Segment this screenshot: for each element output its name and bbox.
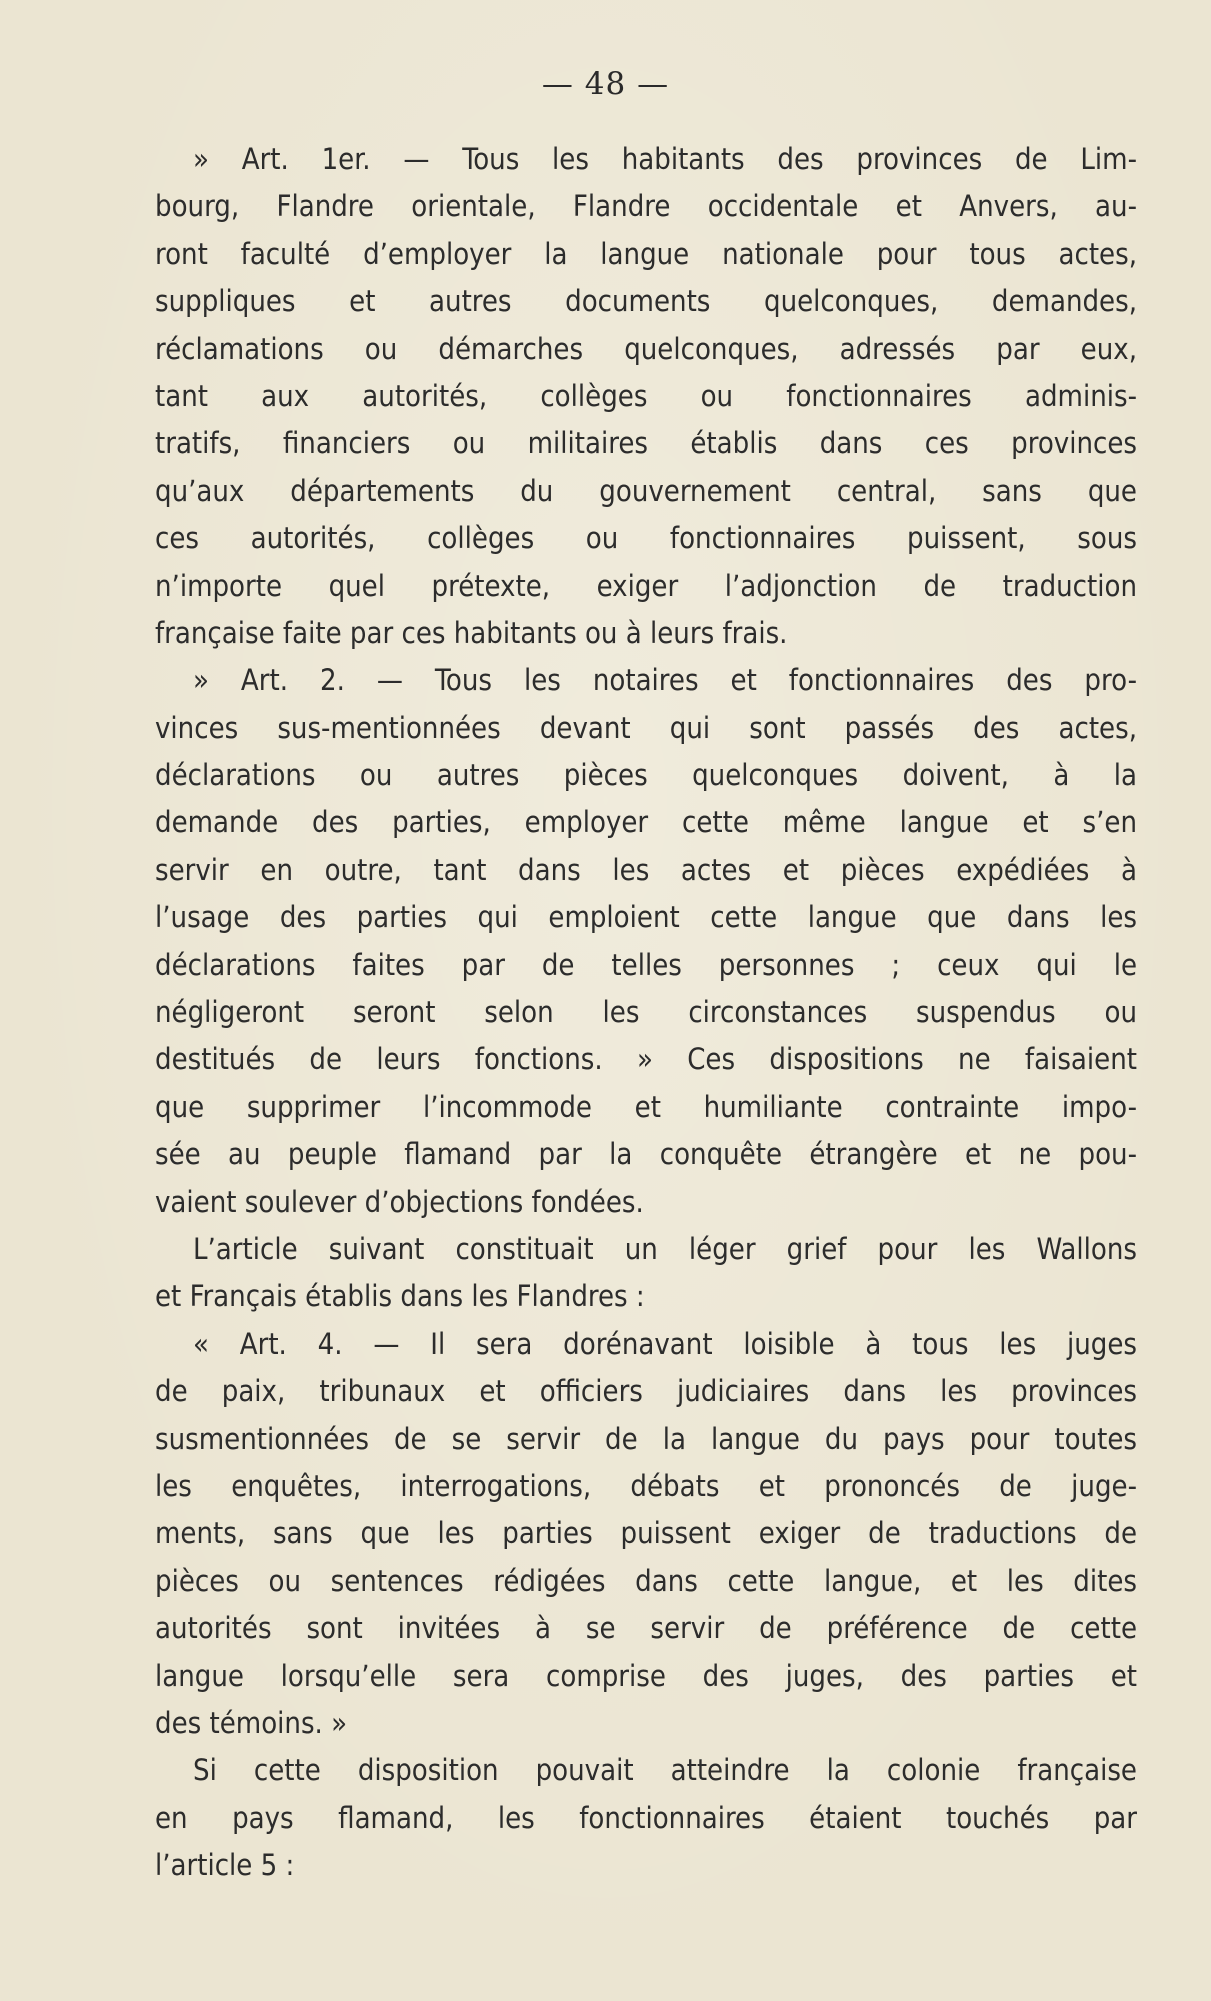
text-line: suppliques et autres documents quelconques, demandes, bbox=[155, 284, 1137, 319]
text-line: n’importe quel prétexte, exiger l’adjonction de traduction bbox=[155, 568, 1137, 603]
text-line: destitués de leurs fonctions. » Ces dispositions ne faisaient bbox=[155, 1042, 1137, 1077]
text-line: demande des parties, employer cette même langue et s’en bbox=[155, 805, 1137, 840]
text-line: ront faculté d’employer la langue nationale pour tous actes, bbox=[155, 236, 1137, 271]
text-line: tratifs, financiers ou militaires établis dans ces provinces bbox=[155, 426, 1137, 461]
text-line: ces autorités, collèges ou fonctionnaires puissent, sous bbox=[155, 521, 1137, 556]
text-line: sée au peuple flamand par la conquête étrangère et ne pou- bbox=[155, 1137, 1137, 1172]
text-line: » Art. 1er. — Tous les habitants des provinces de Lim- bbox=[193, 142, 1137, 176]
page-number: — 48 — bbox=[541, 66, 670, 102]
text-line: bourg, Flandre orientale, Flandre occidentale et Anvers, au- bbox=[155, 189, 1137, 224]
text-line: en pays flamand, les fonctionnaires étaient touchés par bbox=[155, 1800, 1137, 1835]
text-line: que supprimer l’incommode et humiliante contrainte impo- bbox=[155, 1089, 1137, 1124]
text-line: susmentionnées de se servir de la langue du pays pour toutes bbox=[155, 1421, 1137, 1456]
text-line: autorités sont invitées à se servir de préférence de cette bbox=[155, 1611, 1137, 1646]
text-line: déclarations faites par de telles personnes ; ceux qui le bbox=[155, 947, 1137, 982]
text-line: négligeront seront selon les circonstances suspendus ou bbox=[155, 995, 1137, 1030]
text-line: tant aux autorités, collèges ou fonctionnaires adminis- bbox=[155, 378, 1137, 413]
text-line: française faite par ces habitants ou à leurs frais. bbox=[155, 615, 788, 650]
body-text bbox=[155, 136, 1137, 1889]
text-line: pièces ou sentences rédigées dans cette langue, et les dites bbox=[155, 1563, 1137, 1598]
text-line: vaient soulever d’objections fondées. bbox=[155, 1184, 644, 1219]
text-line: langue lorsqu’elle sera comprise des juges, des parties et bbox=[155, 1658, 1137, 1693]
text-line: et Français établis dans les Flandres : bbox=[155, 1279, 645, 1314]
text-line: les enquêtes, interrogations, débats et prononcés de juge- bbox=[155, 1468, 1137, 1503]
text-line: vinces sus-mentionnées devant qui sont passés des actes, bbox=[155, 710, 1137, 745]
text-line: l’usage des parties qui emploient cette langue que dans les bbox=[155, 900, 1137, 935]
text-line: qu’aux départements du gouvernement central, sans que bbox=[155, 473, 1137, 508]
text-line: des témoins. » bbox=[155, 1705, 348, 1740]
text-line: Si cette disposition pouvait atteindre la colonie française bbox=[193, 1753, 1137, 1788]
text-line: de paix, tribunaux et officiers judiciaires dans les provinces bbox=[155, 1374, 1137, 1409]
text-line: l’article 5 : bbox=[155, 1848, 295, 1883]
text-line: « Art. 4. — Il sera dorénavant loisible à tous les juges bbox=[193, 1326, 1137, 1361]
text-line: déclarations ou autres pièces quelconques doivent, à la bbox=[155, 758, 1137, 793]
text-line: ments, sans que les parties puissent exiger de traductions de bbox=[155, 1516, 1137, 1551]
text-line: servir en outre, tant dans les actes et pièces expédiées à bbox=[155, 852, 1137, 887]
text-line: » Art. 2. — Tous les notaires et fonctionnaires des pro- bbox=[193, 663, 1137, 698]
text-line: L’article suivant constituait un léger grief pour les Wallons bbox=[193, 1231, 1137, 1266]
text-line: réclamations ou démarches quelconques, adressés par eux, bbox=[155, 331, 1137, 366]
